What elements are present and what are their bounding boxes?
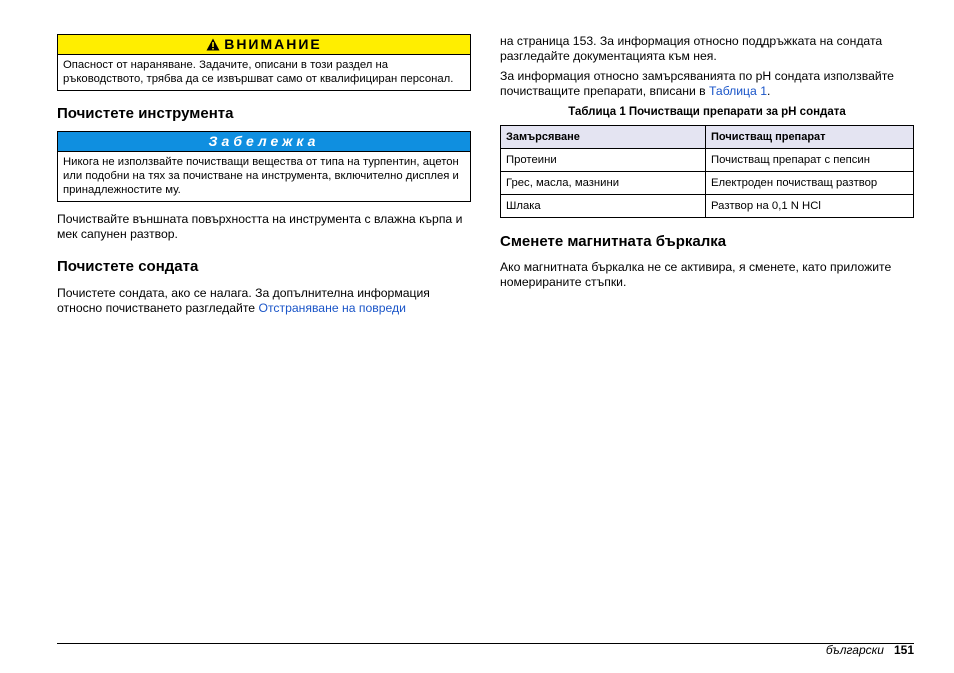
table-header-row xyxy=(501,126,914,149)
troubleshooting-link[interactable]: Отстраняване на повреди xyxy=(258,301,406,315)
heading-clean-probe: Почистете сондата xyxy=(57,258,199,275)
clean-instrument-body: Почиствайте външната повърхността на инструмента с влажна кърпа и мек сапунен разтвор. xyxy=(57,212,463,241)
note-text: Никога не използвайте почистващи вещества от типа на турпентин, ацетон или подобни на тях за почистване на инструмента, включително дисплея и принадлежностите му. xyxy=(63,156,459,196)
left-column xyxy=(57,34,471,316)
table-row xyxy=(501,195,914,218)
table-caption: Таблица 1 Почистващи препарати за pH сондата xyxy=(568,106,846,118)
heading-clean-instrument: Почистете инструмента xyxy=(57,105,234,122)
warning-title: ВНИМАНИЕ xyxy=(224,36,322,52)
contamination-text-body: За информация относно замърсяванията по pH сондата използвайте почистващите препарати, вписани в xyxy=(500,69,894,98)
warning-text: Опасност от нараняване. Задачите, описани в този раздел на ръководството, трябва да се извършват само от квалифициран персонал. xyxy=(63,59,454,85)
warning-header xyxy=(58,35,470,55)
clean-probe-body-text: Почистете сондата, ако се налага. За допълнителна информация относно почистването разгледайте xyxy=(57,286,430,315)
table-row xyxy=(501,172,914,195)
contamination-text xyxy=(500,69,914,99)
warning-triangle-icon xyxy=(206,38,220,51)
table-cell-cleaner: Разтвор на 0,1 N HCl xyxy=(706,195,914,218)
page-footer xyxy=(826,643,914,657)
right-column xyxy=(500,34,914,290)
table-cell-cleaner: Електроден почистващ разтвор xyxy=(706,172,914,195)
table-1-link[interactable]: Таблица 1 xyxy=(709,84,767,98)
clean-probe-continuation: на страница 153. За информация относно поддръжката на сондата разгледайте документацията към нея. xyxy=(500,34,883,63)
table-cell-contamination: Грес, масла, мазнини xyxy=(501,172,706,195)
table-cell-cleaner: Почистващ препарат с пепсин xyxy=(706,149,914,172)
table-cell-contamination: Шлака xyxy=(501,195,706,218)
table-cell-contamination: Протеини xyxy=(501,149,706,172)
page-number: 151 xyxy=(893,643,914,657)
clean-probe-body xyxy=(57,286,471,316)
replace-stirrer-body: Ако магнитната бъркалка не се активира, я сменете, като приложите номерираните стъпки. xyxy=(500,260,892,289)
note-box xyxy=(57,131,471,202)
cleaning-table xyxy=(500,125,914,218)
table-header-cleaner: Почистващ препарат xyxy=(706,126,914,149)
heading-replace-stirrer: Сменете магнитната бъркалка xyxy=(500,233,727,250)
table-header-contamination: Замърсяване xyxy=(501,126,706,149)
table-row xyxy=(501,149,914,172)
warning-box xyxy=(57,34,471,91)
footer-divider xyxy=(57,643,914,644)
footer-language: български xyxy=(825,643,884,657)
contamination-text-end: . xyxy=(766,84,771,98)
note-header: Забележка xyxy=(58,132,470,152)
